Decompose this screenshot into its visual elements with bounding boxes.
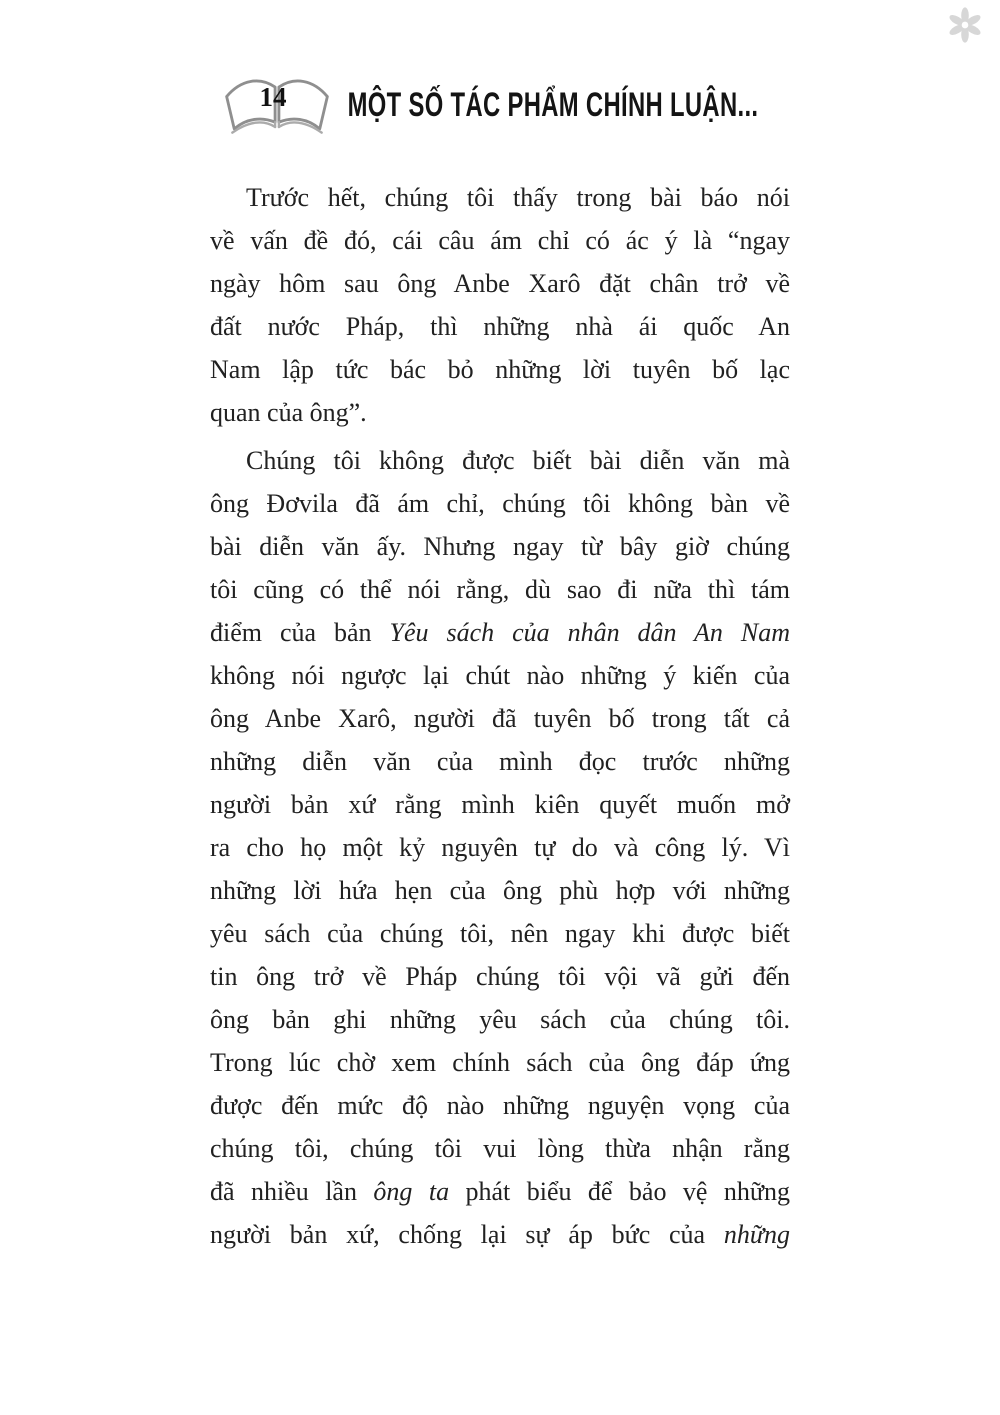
body-text: ông bản ghi những yêu sách của chúng tôi.	[210, 1005, 790, 1034]
text-line	[210, 482, 790, 525]
text-line	[210, 568, 790, 611]
body-text: Trước hết, chúng tôi thấy trong bài báo nói	[246, 183, 790, 212]
body-text: người bản xứ rằng mình kiên quyết muốn mở	[210, 790, 790, 819]
body-text: tin ông trở về Pháp chúng tôi vội vã gửi đến	[210, 962, 790, 991]
text-line	[210, 1127, 790, 1170]
text-line	[210, 869, 790, 912]
text-line	[210, 219, 790, 262]
text-line	[210, 955, 790, 998]
text-line	[210, 176, 790, 219]
text-line	[210, 1084, 790, 1127]
text-line	[210, 305, 790, 348]
text-block	[210, 176, 790, 1256]
body-text: Nam lập tức bác bỏ những lời tuyên bố lạc	[210, 355, 790, 384]
body-text: ông Đơvila đã ám chỉ, chúng tôi không bàn về	[210, 489, 790, 518]
italic-text: Yêu sách của nhân dân An Nam	[389, 618, 790, 647]
paragraph	[210, 176, 790, 434]
text-line	[210, 611, 790, 654]
page-number: 14	[259, 82, 287, 112]
page-header	[0, 0, 1000, 150]
body-text: những diễn văn của mình đọc trước những	[210, 747, 790, 776]
text-line	[210, 654, 790, 697]
body-text: đã nhiều lần	[210, 1177, 374, 1206]
text-line	[210, 998, 790, 1041]
italic-text: ông ta	[373, 1177, 450, 1206]
body-text: Trong lúc chờ xem chính sách của ông đáp ứng	[210, 1048, 790, 1077]
text-line	[210, 391, 790, 434]
body-text: Chúng tôi không được biết bài diễn văn mà	[246, 446, 790, 475]
paragraph	[210, 439, 790, 1256]
body-text: những lời hứa hẹn của ông phù hợp với những	[210, 876, 790, 905]
body-text: đất nước Pháp, thì những nhà ái quốc An	[210, 312, 790, 341]
text-line	[210, 740, 790, 783]
body-text: ông Anbe Xarô, người đã tuyên bố trong tất cả	[210, 704, 790, 733]
body-text: quan của ông”.	[210, 398, 367, 427]
text-line	[210, 1213, 790, 1256]
body-text: bài diễn văn ấy. Nhưng ngay từ bây giờ chúng	[210, 532, 790, 561]
text-line	[210, 1170, 790, 1213]
body-text: người bản xứ, chống lại sự áp bức của	[210, 1220, 724, 1249]
body-text: về vấn đề đó, cái câu ám chỉ có ác ý là “ngay	[210, 226, 790, 255]
body-text: không nói ngược lại chút nào những ý kiến của	[210, 661, 790, 690]
page-title: MỘT SỐ TÁC PHẨM CHÍNH LUẬN...	[347, 86, 759, 124]
body-text: yêu sách của chúng tôi, nên ngay khi được biết	[210, 919, 790, 948]
body-text: ngày hôm sau ông Anbe Xarô đặt chân trở về	[210, 269, 790, 298]
text-line	[210, 439, 790, 482]
text-line	[210, 697, 790, 740]
italic-text: những	[723, 1220, 790, 1249]
text-line	[210, 826, 790, 869]
text-line	[210, 1041, 790, 1084]
body-text: chúng tôi, chúng tôi vui lòng thừa nhận rằng	[210, 1134, 790, 1163]
text-line	[210, 525, 790, 568]
body-text: phát biểu để bảo vệ những	[449, 1177, 790, 1206]
text-line	[210, 912, 790, 955]
body-text: điểm của bản	[210, 618, 390, 647]
body-text: tôi cũng có thể nói rằng, dù sao đi nữa thì tám	[210, 575, 790, 604]
text-line	[210, 348, 790, 391]
text-line	[210, 262, 790, 305]
body-text: ra cho họ một kỷ nguyên tự do và công lý. Vì	[210, 833, 790, 862]
text-line	[210, 783, 790, 826]
body-text: được đến mức độ nào những nguyện vọng của	[210, 1091, 790, 1120]
